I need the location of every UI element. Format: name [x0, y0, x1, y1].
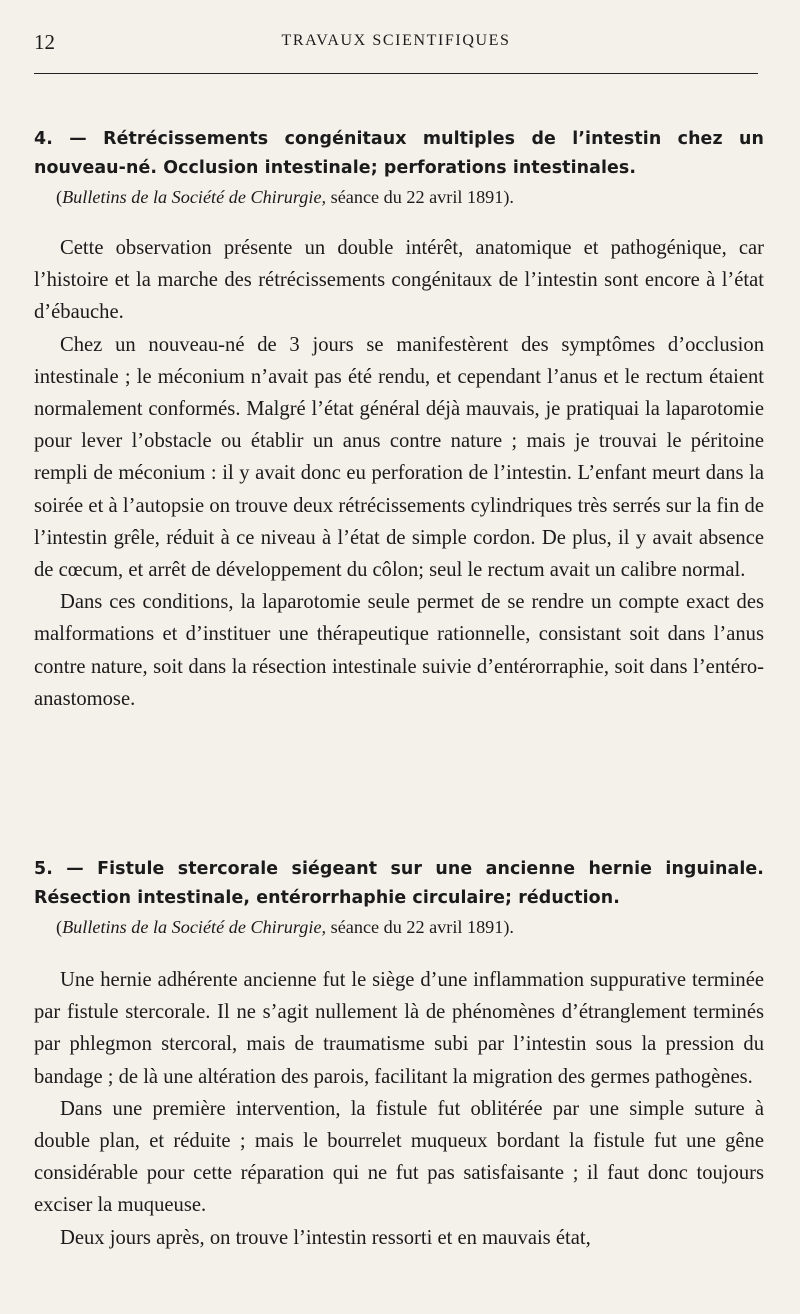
section-body [34, 232, 764, 715]
section-heading: 5. — Fistule stercorale siégeant sur une ancienne hernie inguinale. Résection intestinale, entérorrhaphie circulaire; réduction. [34, 859, 764, 908]
paragraph: Deux jours après, on trouve l’intestin ressorti et en mauvais état, [60, 1226, 591, 1249]
section-citation [56, 183, 764, 211]
running-title: TRAVAUX SCIENTIFIQUES [281, 32, 511, 49]
paragraph: Chez un nouveau-né de 3 jours se manifestèrent des symptômes d’occlusion intestinale ; le méconium n’avait pas été rendu, et cependant l’anus et le rectum étaient normalement conformés. Malgré l’état général déjà mauvais, je pratiquai la laparotomie pour lever l’obstacle ou établir un anus contre nature ; mais je trouvai le péritoine rempli de méconium : il y avait donc eu perforation de l’intestin. L’enfant meurt dans la soirée et à l’autopsie on trouve deux rétrécissements cylindriques très serrés sur la fin de l’intestin grêle, réduit à ce niveau à l’état de simple cordon. De plus, il y avait absence de cœcum, et arrêt de développement du côlon; seul le rectum avait un calibre normal. [34, 333, 764, 582]
paragraph: Une hernie adhérente ancienne fut le siège d’une inflammation suppurative terminée par fistule stercorale. Il ne s’agit nullement là de phénomènes d’étranglement terminés par phlegmon stercoral, mais de traumatisme subi par l’intestin sous la pression du bandage ; de là une altération des parois, facilitant la migration des germes pathogènes. [34, 969, 764, 1088]
running-header [34, 30, 758, 54]
paragraph: Dans une première intervention, la fistule fut oblitérée par une simple suture à double plan, et réduite ; mais le bourrelet muqueux bordant la fistule fut une gêne considérable pour cette réparation qui ne fut pas satisfaisante ; il faut donc toujours exciser la muqueuse. [34, 1097, 764, 1217]
section-body [34, 964, 764, 1254]
paragraph: Cette observation présente un double intérêt, anatomique et pathogénique, car l’histoire et la marche des rétrécissements congénitaux de l’intestin sont encore à l’état d’ébauche. [34, 237, 764, 324]
citation-open: ( [56, 917, 63, 937]
citation-title: Bulletins de la Société de Chirurgie, [62, 187, 327, 207]
header-rule [34, 73, 758, 74]
page-number: 12 [34, 30, 55, 54]
section-5 [34, 855, 764, 1254]
citation-rest: séance du 22 avril 1891). [326, 917, 514, 937]
citation-rest: séance du 22 avril 1891). [326, 187, 514, 207]
section-citation [56, 913, 764, 941]
citation-open: ( [56, 187, 63, 207]
paragraph: Dans ces conditions, la laparotomie seule permet de se rendre un compte exact des malformations et d’instituer une thérapeutique rationnelle, consistant soit dans l’anus contre nature, soit dans la résection intestinale suivie d’entérorraphie, soit dans l’entéro-anastomose. [34, 591, 764, 710]
citation-title: Bulletins de la Société de Chirurgie, [62, 917, 327, 937]
section-heading: 4. — Rétrécissements congénitaux multiples de l’intestin chez un nouveau-né. Occlusion intestinale; perforations intestinales. [34, 129, 764, 178]
section-4 [34, 125, 764, 715]
